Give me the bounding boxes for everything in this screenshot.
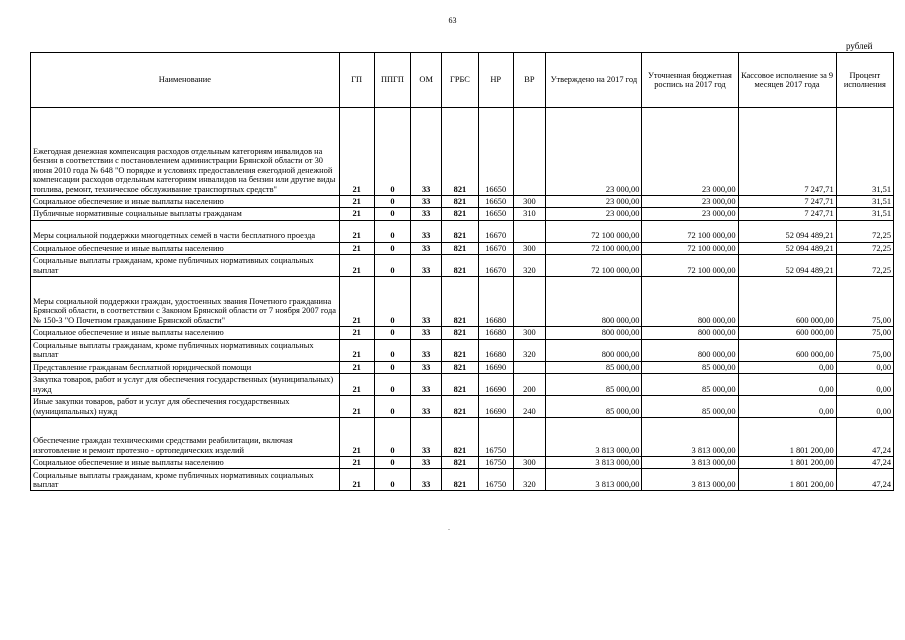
cell-percent: 0,00 [836, 361, 893, 373]
cell-om: 33 [411, 327, 442, 339]
header-cash: Кассовое исполнение за 9 месяцев 2017 года [738, 53, 836, 108]
cell-ppgp: 0 [374, 418, 411, 457]
table-row [31, 242, 894, 254]
cell-revised: 23 000,00 [642, 208, 738, 220]
cell-grbs: 821 [442, 396, 479, 418]
cell-name: Ежегодная денежная компенсация расходов отдельным категориям инвалидов на бензин в соответствии с постановлением администрации Брянской области от 30 июня 2010 года № 648 "О порядке и условиях предоставления ежегодной денежной компенсации расходов отдельным категориям инвалидов на бензин или другие виды топлива, ремонт, техническое обслуживание транспортных средств" [31, 108, 340, 196]
cell-om: 33 [411, 220, 442, 242]
cell-name: Социальное обеспечение и иные выплаты населению [31, 196, 340, 208]
cell-percent: 0,00 [836, 374, 893, 396]
cell-gp: 21 [339, 277, 374, 327]
cell-om: 33 [411, 457, 442, 469]
cell-np: 16670 [478, 220, 513, 242]
cell-cash: 7 247,71 [738, 208, 836, 220]
cell-name: Социальное обеспечение и иные выплаты населению [31, 457, 340, 469]
cell-np: 16680 [478, 339, 513, 361]
cell-gp: 21 [339, 255, 374, 277]
cell-approved: 800 000,00 [546, 277, 642, 327]
table-row [31, 361, 894, 373]
cell-approved: 800 000,00 [546, 339, 642, 361]
header-grbs: ГРБС [442, 53, 479, 108]
table-row [31, 277, 894, 327]
cell-approved: 85 000,00 [546, 361, 642, 373]
cell-ppgp: 0 [374, 327, 411, 339]
cell-approved: 800 000,00 [546, 327, 642, 339]
cell-revised: 85 000,00 [642, 396, 738, 418]
cell-om: 33 [411, 374, 442, 396]
cell-om: 33 [411, 196, 442, 208]
cell-np: 16680 [478, 277, 513, 327]
cell-gp: 21 [339, 457, 374, 469]
cell-np: 16690 [478, 361, 513, 373]
cell-percent: 75,00 [836, 277, 893, 327]
cell-approved: 3 813 000,00 [546, 418, 642, 457]
cell-approved: 72 100 000,00 [546, 242, 642, 254]
cell-approved: 72 100 000,00 [546, 220, 642, 242]
cell-cash: 52 094 489,21 [738, 242, 836, 254]
cell-name: Социальное обеспечение и иные выплаты населению [31, 242, 340, 254]
cell-revised: 3 813 000,00 [642, 418, 738, 457]
cell-np: 16690 [478, 374, 513, 396]
cell-om: 33 [411, 469, 442, 491]
cell-percent: 47,24 [836, 418, 893, 457]
cell-cash: 7 247,71 [738, 196, 836, 208]
cell-vr [513, 277, 546, 327]
cell-ppgp: 0 [374, 396, 411, 418]
table-row [31, 457, 894, 469]
cell-om: 33 [411, 277, 442, 327]
cell-ppgp: 0 [374, 361, 411, 373]
cell-vr [513, 108, 546, 196]
cell-revised: 85 000,00 [642, 361, 738, 373]
cell-percent: 72,25 [836, 242, 893, 254]
header-ppgp: ППГП [374, 53, 411, 108]
cell-om: 33 [411, 242, 442, 254]
cell-gp: 21 [339, 196, 374, 208]
cell-ppgp: 0 [374, 277, 411, 327]
cell-vr [513, 220, 546, 242]
cell-np: 16670 [478, 255, 513, 277]
cell-vr: 300 [513, 196, 546, 208]
cell-om: 33 [411, 255, 442, 277]
cell-revised: 72 100 000,00 [642, 242, 738, 254]
cell-revised: 85 000,00 [642, 374, 738, 396]
cell-gp: 21 [339, 469, 374, 491]
cell-name: Социальное обеспечение и иные выплаты населению [31, 327, 340, 339]
table-row [31, 255, 894, 277]
header-percent: Процент исполнения [836, 53, 893, 108]
cell-name: Меры социальной поддержки многодетных семей в части бесплатного проезда [31, 220, 340, 242]
cell-name: Меры социальной поддержки граждан, удостоенных звания Почетного гражданина Брянской области, в соответствии с Законом Брянской области от 7 ноября 2007 года № 150-З "О Почетном гражданине Брянской области" [31, 277, 340, 327]
table-row [31, 374, 894, 396]
cell-np: 16650 [478, 208, 513, 220]
table-row [31, 418, 894, 457]
units-label: рублей [846, 41, 873, 51]
cell-cash: 600 000,00 [738, 339, 836, 361]
cell-np: 16670 [478, 242, 513, 254]
cell-percent: 31,51 [836, 208, 893, 220]
table-body [31, 108, 894, 491]
cell-gp: 21 [339, 339, 374, 361]
cell-revised: 800 000,00 [642, 339, 738, 361]
cell-gp: 21 [339, 374, 374, 396]
cell-vr: 300 [513, 327, 546, 339]
cell-ppgp: 0 [374, 220, 411, 242]
page-number: 63 [448, 16, 457, 25]
cell-grbs: 821 [442, 469, 479, 491]
cell-approved: 23 000,00 [546, 108, 642, 196]
cell-percent: 31,51 [836, 196, 893, 208]
cell-ppgp: 0 [374, 457, 411, 469]
cell-vr: 300 [513, 242, 546, 254]
cell-approved: 3 813 000,00 [546, 469, 642, 491]
table-row [31, 108, 894, 196]
cell-grbs: 821 [442, 242, 479, 254]
table-row [31, 327, 894, 339]
cell-approved: 23 000,00 [546, 196, 642, 208]
cell-np: 16650 [478, 196, 513, 208]
cell-percent: 0,00 [836, 396, 893, 418]
cell-ppgp: 0 [374, 255, 411, 277]
cell-percent: 72,25 [836, 220, 893, 242]
cell-gp: 21 [339, 242, 374, 254]
cell-cash: 0,00 [738, 396, 836, 418]
cell-name: Закупка товаров, работ и услуг для обеспечения государственных (муниципальных) нужд [31, 374, 340, 396]
cell-om: 33 [411, 108, 442, 196]
cell-np: 16680 [478, 327, 513, 339]
cell-ppgp: 0 [374, 196, 411, 208]
header-row [31, 53, 894, 108]
cell-cash: 1 801 200,00 [738, 418, 836, 457]
header-approved: Утверждено на 2017 год [546, 53, 642, 108]
cell-name: Социальные выплаты гражданам, кроме публичных нормативных социальных выплат [31, 255, 340, 277]
cell-percent: 72,25 [836, 255, 893, 277]
header-vr: ВР [513, 53, 546, 108]
cell-gp: 21 [339, 108, 374, 196]
cell-vr: 300 [513, 457, 546, 469]
cell-ppgp: 0 [374, 108, 411, 196]
cell-gp: 21 [339, 361, 374, 373]
cell-vr: 240 [513, 396, 546, 418]
cell-grbs: 821 [442, 220, 479, 242]
cell-cash: 1 801 200,00 [738, 457, 836, 469]
cell-ppgp: 0 [374, 339, 411, 361]
cell-vr [513, 361, 546, 373]
page-mark: . [448, 523, 450, 532]
cell-grbs: 821 [442, 361, 479, 373]
cell-vr: 320 [513, 255, 546, 277]
cell-percent: 47,24 [836, 469, 893, 491]
cell-name: Обеспечение граждан техническими средствами реабилитации, включая изготовление и ремонт протезно - ортопедических изделий [31, 418, 340, 457]
cell-grbs: 821 [442, 327, 479, 339]
cell-gp: 21 [339, 396, 374, 418]
cell-revised: 72 100 000,00 [642, 255, 738, 277]
cell-grbs: 821 [442, 339, 479, 361]
cell-cash: 52 094 489,21 [738, 220, 836, 242]
cell-percent: 31,51 [836, 108, 893, 196]
header-np: НР [478, 53, 513, 108]
cell-revised: 72 100 000,00 [642, 220, 738, 242]
header-name: Наименование [31, 53, 340, 108]
cell-name: Представление гражданам бесплатной юридической помощи [31, 361, 340, 373]
table-row [31, 469, 894, 491]
cell-name: Публичные нормативные социальные выплаты гражданам [31, 208, 340, 220]
cell-revised: 800 000,00 [642, 327, 738, 339]
cell-vr: 320 [513, 469, 546, 491]
cell-percent: 75,00 [836, 339, 893, 361]
cell-approved: 85 000,00 [546, 396, 642, 418]
cell-approved: 85 000,00 [546, 374, 642, 396]
cell-om: 33 [411, 418, 442, 457]
cell-om: 33 [411, 339, 442, 361]
cell-ppgp: 0 [374, 374, 411, 396]
budget-table [30, 52, 894, 491]
cell-revised: 3 813 000,00 [642, 457, 738, 469]
table-row [31, 208, 894, 220]
cell-grbs: 821 [442, 418, 479, 457]
cell-cash: 0,00 [738, 361, 836, 373]
cell-grbs: 821 [442, 457, 479, 469]
cell-cash: 52 094 489,21 [738, 255, 836, 277]
table-row [31, 196, 894, 208]
cell-vr [513, 418, 546, 457]
cell-om: 33 [411, 361, 442, 373]
cell-np: 16750 [478, 457, 513, 469]
cell-om: 33 [411, 208, 442, 220]
cell-vr: 310 [513, 208, 546, 220]
cell-np: 16750 [478, 418, 513, 457]
cell-vr: 200 [513, 374, 546, 396]
cell-cash: 1 801 200,00 [738, 469, 836, 491]
cell-revised: 800 000,00 [642, 277, 738, 327]
cell-om: 33 [411, 396, 442, 418]
cell-vr: 320 [513, 339, 546, 361]
table-row [31, 220, 894, 242]
table-row [31, 396, 894, 418]
header-revised: Уточненная бюджетная роспись на 2017 год [642, 53, 738, 108]
cell-name: Иные закупки товаров, работ и услуг для обеспечения государственных (муниципальных) нужд [31, 396, 340, 418]
cell-grbs: 821 [442, 196, 479, 208]
cell-percent: 75,00 [836, 327, 893, 339]
cell-approved: 72 100 000,00 [546, 255, 642, 277]
header-om: ОМ [411, 53, 442, 108]
cell-ppgp: 0 [374, 208, 411, 220]
cell-np: 16690 [478, 396, 513, 418]
cell-revised: 23 000,00 [642, 108, 738, 196]
cell-revised: 3 813 000,00 [642, 469, 738, 491]
cell-revised: 23 000,00 [642, 196, 738, 208]
cell-name: Социальные выплаты гражданам, кроме публичных нормативных социальных выплат [31, 339, 340, 361]
cell-grbs: 821 [442, 255, 479, 277]
cell-percent: 47,24 [836, 457, 893, 469]
header-gp: ГП [339, 53, 374, 108]
cell-approved: 23 000,00 [546, 208, 642, 220]
cell-grbs: 821 [442, 277, 479, 327]
cell-gp: 21 [339, 220, 374, 242]
cell-grbs: 821 [442, 108, 479, 196]
cell-name: Социальные выплаты гражданам, кроме публичных нормативных социальных выплат [31, 469, 340, 491]
cell-gp: 21 [339, 208, 374, 220]
cell-gp: 21 [339, 327, 374, 339]
cell-np: 16650 [478, 108, 513, 196]
cell-cash: 7 247,71 [738, 108, 836, 196]
cell-cash: 600 000,00 [738, 277, 836, 327]
cell-gp: 21 [339, 418, 374, 457]
table-row [31, 339, 894, 361]
cell-approved: 3 813 000,00 [546, 457, 642, 469]
cell-np: 16750 [478, 469, 513, 491]
cell-cash: 600 000,00 [738, 327, 836, 339]
cell-grbs: 821 [442, 374, 479, 396]
cell-ppgp: 0 [374, 242, 411, 254]
cell-grbs: 821 [442, 208, 479, 220]
cell-ppgp: 0 [374, 469, 411, 491]
cell-cash: 0,00 [738, 374, 836, 396]
